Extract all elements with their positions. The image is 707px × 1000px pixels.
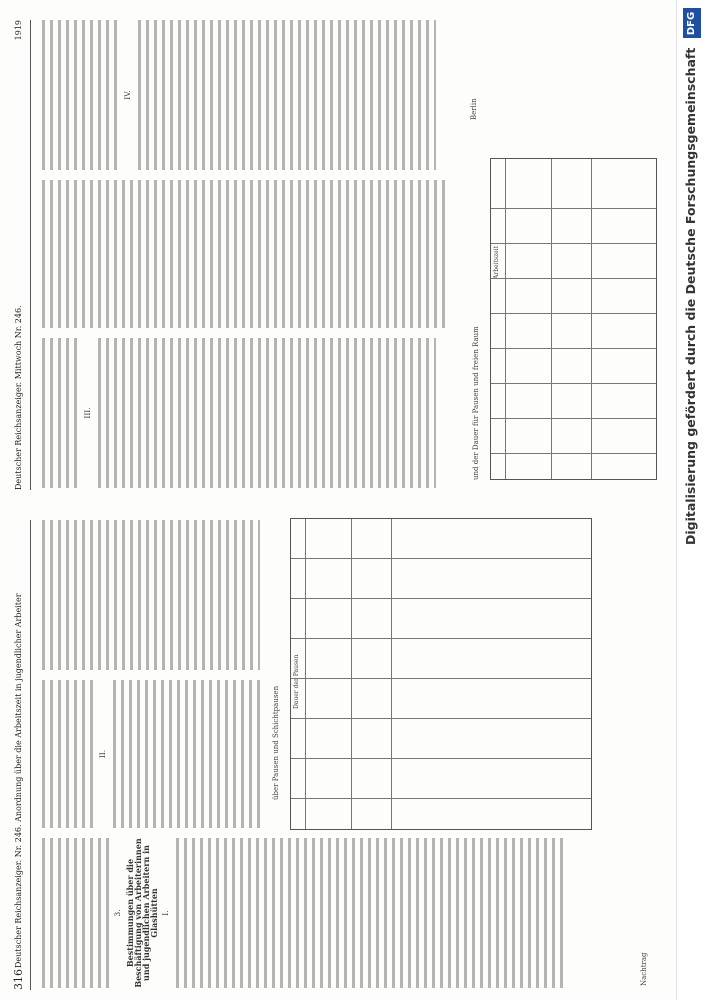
roman-numeral-3: III. [83, 407, 92, 419]
right-table [490, 158, 657, 480]
left-page-header [10, 520, 31, 990]
roman-numeral-1: I. [161, 910, 170, 916]
left-footnote: Nachtrag [640, 952, 648, 986]
right-column-1 [40, 338, 460, 488]
roman-numeral-4: IV. [123, 90, 132, 100]
left-table-caption: über Pausen und Schichtpausen [272, 685, 280, 800]
left-page-number: 316 [12, 969, 25, 990]
left-column-2 [40, 680, 270, 828]
right-page-header-right: 1919 [14, 20, 23, 41]
dfg-banner-text: Digitalisierung gefördert durch die Deutsche Forschungsgemeinschaft [683, 48, 698, 546]
right-page-header-left: Deutscher Reichsanzeiger. Mittwoch Nr. 246. [14, 305, 23, 490]
dfg-banner-strip [676, 0, 707, 1000]
right-table-header: Arbeitszeit [493, 245, 500, 279]
dfg-logo-icon: DFG [683, 8, 701, 38]
right-column-3 [40, 20, 460, 170]
section-title: Bestimmungen über die Beschäftigung von Arbeiterinnen und jugendlichen Arbeitern in Glashütten [125, 838, 159, 988]
right-signature: Berlin [470, 98, 478, 120]
left-column-3 [40, 520, 270, 670]
left-table-header: Dauer der Pausen [293, 654, 300, 709]
left-column-1 [40, 838, 640, 988]
right-column-2 [40, 180, 460, 328]
right-page-header [10, 20, 31, 490]
roman-numeral-2: II. [98, 749, 107, 759]
right-table-caption: und der Dauer für Pausen und freien Raum [472, 326, 480, 480]
left-page-header-text: Deutscher Reichsanzeiger. Nr. 246. Anordnung über die Arbeitszeit in jugendlicher Arbeiter [14, 593, 23, 968]
left-table [290, 518, 592, 830]
section-number: 3. [113, 909, 122, 917]
